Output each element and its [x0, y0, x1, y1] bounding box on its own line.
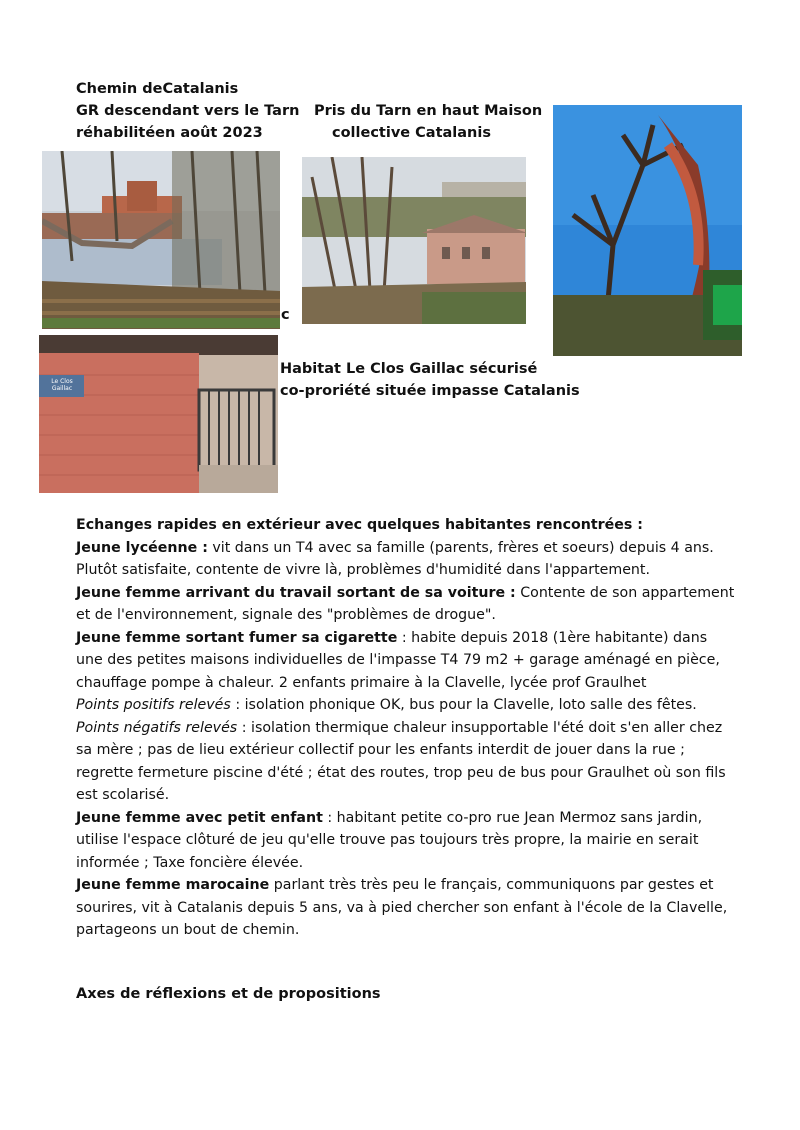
points-negatifs-label: Points négatifs relevés — [76, 719, 238, 736]
photo2-caption-line2: collective Catalanis — [332, 125, 491, 141]
gate-sign-text: Le Clos Gaillac — [51, 378, 73, 392]
photo1-caption-line1: GR descendant vers le Tarn — [76, 103, 300, 119]
para-petit-enfant-label: Jeune femme avec petit enfant — [76, 809, 323, 826]
exchanges-section — [76, 514, 736, 942]
points-positifs-text: : isolation phonique OK, bus pour la Clavelle, loto salle des fêtes. — [230, 697, 697, 713]
photo-gr-path-tarn — [42, 151, 280, 329]
para-cigarette-label: Jeune femme sortant fumer sa cigarette — [76, 629, 398, 646]
header-title: Chemin deCatalanis — [76, 81, 239, 97]
para-points-negatifs — [76, 717, 736, 807]
habitat-caption-line2: co-proriété située impasse Catalanis — [280, 383, 580, 399]
axes-title: Axes de réflexions et de propositions — [76, 986, 381, 1002]
para-petit-enfant-text: : habitant petite co-pro rue Jean Mermoz sans jardin, utilise l'espace clôturé de jeu qu'elle trouve pas toujours très propre, la mairie en serait informée ; Taxe foncière élevée. — [76, 809, 703, 871]
points-positifs-label: Points positifs relevés — [76, 697, 231, 713]
para-lyceenne — [76, 537, 736, 582]
photo-clos-gaillac-gate — [39, 335, 278, 493]
points-negatifs-text: : isolation thermique chaleur insupportable l'été doit s'en aller chez sa mère ; pas de lieu extérieur collectif pour les enfants interdit de jouer dans la rue ; regrette fermeture piscine d'été ; état des routes, trop peu de bus pour Graulhet où son fils est scolarisé. — [76, 719, 726, 803]
para-marocaine-label: Jeune femme marocaine — [76, 877, 270, 893]
photo-tree-ivy — [553, 105, 742, 356]
para-travail — [76, 582, 736, 627]
para-travail-label: Jeune femme arrivant du travail sortant de sa voiture : — [76, 584, 516, 601]
habitat-caption-line1: Habitat Le Clos Gaillac sécurisé — [280, 361, 538, 377]
para-petit-enfant — [76, 807, 736, 875]
photo2-caption-line1: Pris du Tarn en haut Maison — [314, 103, 543, 119]
para-lyceenne-label: Jeune lycéenne : — [76, 539, 208, 556]
para-lyceenne-text: vit dans un T4 avec sa famille (parents, frères et soeurs) depuis 4 ans. Plutôt satisfaite, contente de vivre là, problèmes d'humidité dans l'appartement. — [76, 539, 714, 578]
para-marocaine — [76, 874, 736, 942]
photo-maison-collective — [302, 157, 526, 324]
stray-char: c — [281, 307, 290, 323]
para-travail-text: Contente de son appartement et de l'environnement, signale des "problèmes de drogue". — [76, 584, 735, 623]
photo1-caption-line2: réhabilitéen août 2023 — [76, 125, 263, 141]
para-points-positifs — [76, 694, 736, 717]
para-cigarette — [76, 627, 736, 695]
para-cigarette-text: : habite depuis 2018 (1ère habitante) dans une des petites maisons individuelles de l'impasse T4 79 m2 + garage aménagé en pièce, chauffage pompe à chaleur. 2 enfants primaire à la Clavelle, lycée prof Graulhet — [76, 629, 720, 691]
exchanges-title: Echanges rapides en extérieur avec quelques habitantes rencontrées : — [76, 517, 643, 533]
para-marocaine-text: parlant très très peu le français, communiquons par gestes et sourires, vit à Catalanis depuis 5 ans, va à pied chercher son enfant à l'école de la Clavelle, partageons un bout de chemin. — [76, 877, 728, 938]
